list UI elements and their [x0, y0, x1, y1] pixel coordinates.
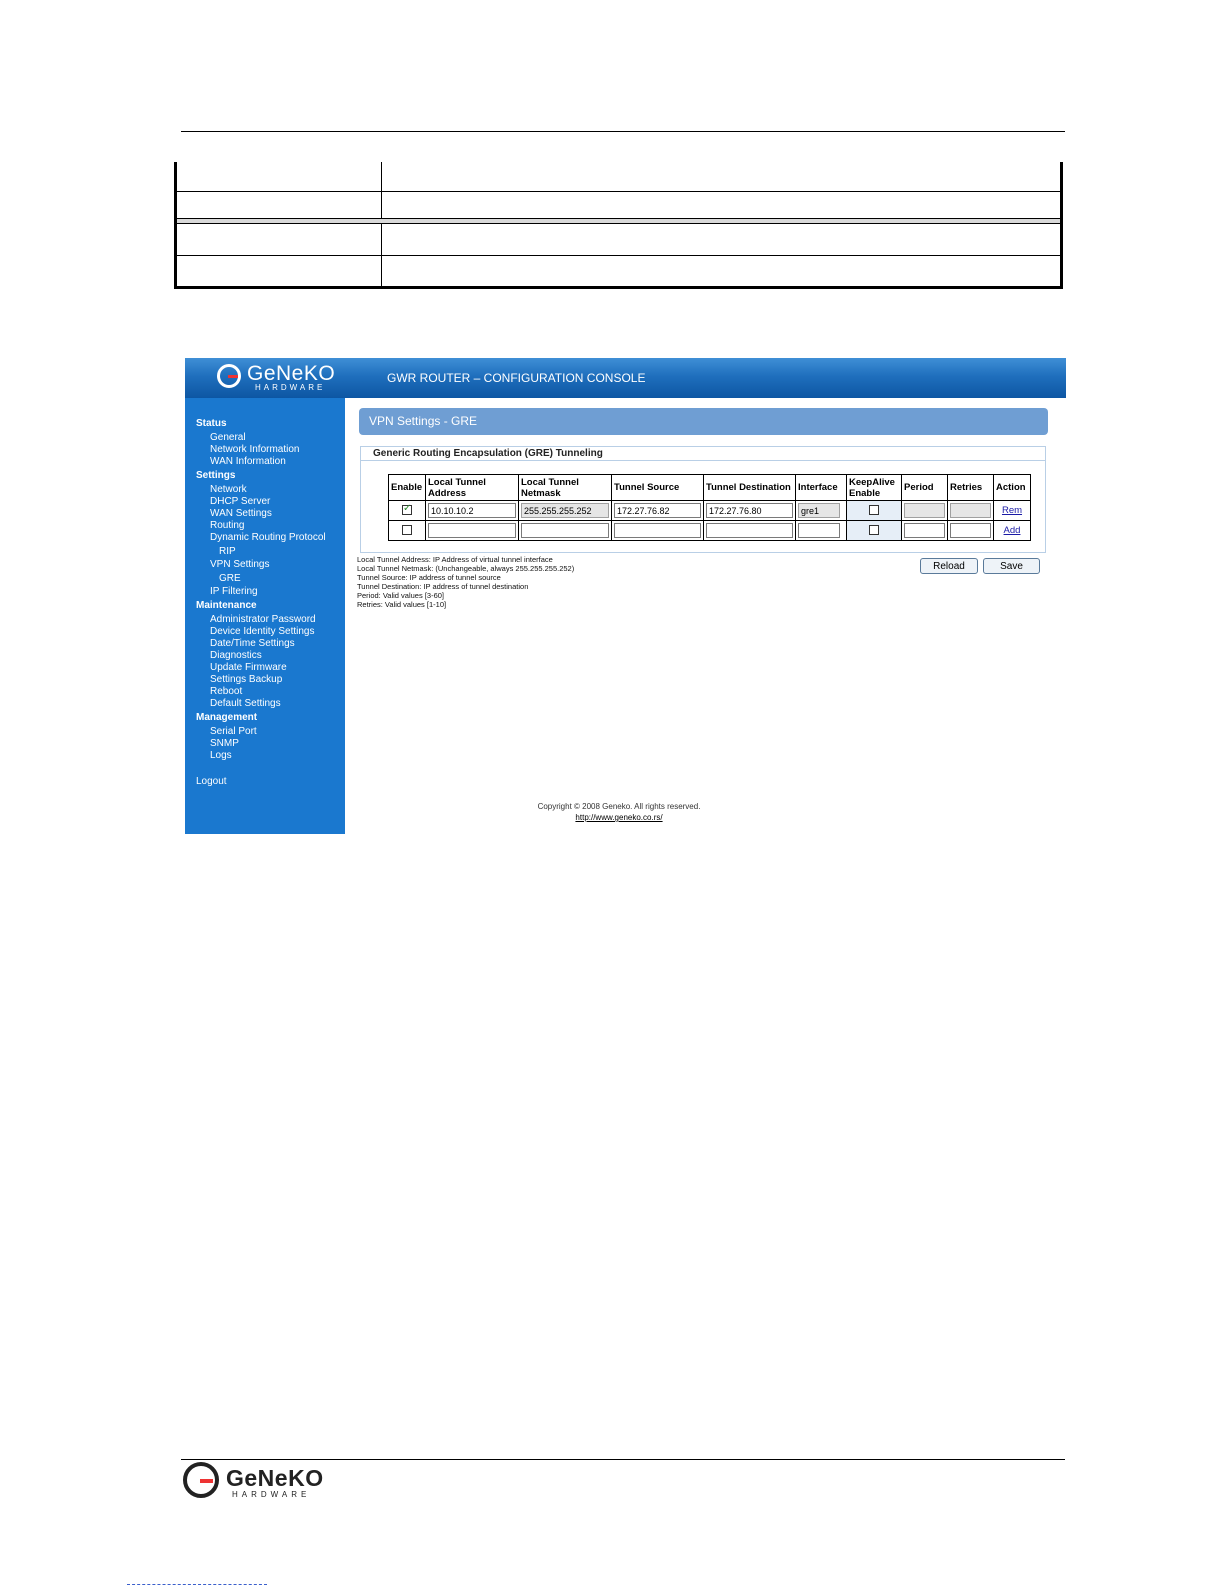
interface-field[interactable]	[798, 523, 840, 538]
local-netmask-input: 255.255.255.252	[521, 503, 609, 518]
geneko-logo-icon	[183, 1462, 219, 1498]
sidebar-item-routing[interactable]: Routing	[210, 520, 245, 531]
table-row	[389, 501, 1031, 521]
note-line: Retries: Valid values [1-10]	[357, 600, 447, 609]
local-address-input[interactable]	[428, 523, 516, 538]
gre-tunnel-table	[388, 474, 1031, 541]
note-line: Period: Valid values [3-60]	[357, 591, 444, 600]
sidebar-item-ip-filtering[interactable]: IP Filtering	[210, 586, 258, 597]
copyright	[449, 801, 789, 823]
interface-field: gre1	[798, 503, 840, 518]
add-link[interactable]: Add	[1003, 525, 1021, 536]
sidebar-item-admin-password[interactable]: Administrator Password	[210, 614, 316, 625]
retries-input[interactable]	[950, 503, 991, 518]
col-local-address: Local Tunnel Address	[426, 475, 519, 501]
logo-subtitle: HARDWARE	[255, 383, 326, 392]
footer-logo-text: GeNeKO	[226, 1465, 324, 1491]
sidebar-item-default-settings[interactable]: Default Settings	[210, 698, 281, 709]
col-tunnel-source: Tunnel Source	[612, 475, 704, 501]
keepalive-checkbox[interactable]	[869, 505, 879, 515]
sidebar-item-wan-settings[interactable]: WAN Settings	[210, 508, 272, 519]
console-header	[185, 358, 1066, 398]
note-line: Tunnel Destination: IP address of tunnel destination	[357, 582, 529, 591]
sidebar-item-reboot[interactable]: Reboot	[210, 686, 243, 697]
console-title: GWR ROUTER – CONFIGURATION CONSOLE	[387, 371, 646, 385]
retries-input[interactable]	[950, 523, 991, 538]
note-line: Tunnel Source: IP address of tunnel source	[357, 573, 501, 582]
footer-logo-subtitle: HARDWARE	[232, 1490, 311, 1499]
table-row	[177, 224, 1060, 256]
col-local-netmask: Local Tunnel Netmask	[519, 475, 612, 501]
sidebar-item-device-identity[interactable]: Device Identity Settings	[210, 626, 315, 637]
sidebar-item-logs[interactable]: Logs	[210, 750, 232, 761]
tunnel-destination-input[interactable]	[706, 523, 793, 538]
sidebar-item-snmp[interactable]: SNMP	[210, 738, 239, 749]
sidebar-section-status: Status	[196, 418, 227, 429]
note-line: Local Tunnel Address: IP Address of virtual tunnel interface	[357, 555, 553, 564]
table-row	[177, 162, 1060, 192]
header-rule	[181, 131, 1065, 132]
page-title: VPN Settings - GRE	[359, 408, 1048, 435]
table-header-row	[389, 475, 1031, 501]
sidebar-item-gre[interactable]: GRE	[219, 573, 241, 584]
website-link[interactable]: http://www.geneko.co.rs/	[575, 813, 663, 822]
document-table	[174, 162, 1063, 289]
sidebar-item-update-firmware[interactable]: Update Firmware	[210, 662, 287, 673]
help-notes	[357, 555, 574, 609]
tunnel-source-input[interactable]	[614, 523, 701, 538]
footer-rule	[181, 1459, 1065, 1460]
sidebar-item-dynamic-routing[interactable]: Dynamic Routing Protocol	[210, 532, 326, 543]
tunnel-destination-input[interactable]: 172.27.76.80	[706, 503, 793, 518]
save-button[interactable]: Save	[983, 558, 1040, 574]
keepalive-checkbox[interactable]	[869, 525, 879, 535]
remove-link[interactable]: Rem	[1001, 505, 1023, 516]
note-line: Local Tunnel Netmask: (Unchangeable, always 255.255.255.252)	[357, 564, 575, 573]
enable-checkbox[interactable]	[402, 525, 412, 535]
router-console-screenshot	[185, 358, 1066, 834]
sidebar-item-date-time[interactable]: Date/Time Settings	[210, 638, 295, 649]
sidebar-section-settings: Settings	[196, 470, 236, 481]
sidebar-item-rip[interactable]: RIP	[219, 546, 236, 557]
sidebar-item-network-information[interactable]: Network Information	[210, 444, 300, 455]
sidebar-item-logout[interactable]: Logout	[196, 776, 227, 787]
copyright-text: Copyright © 2008 Geneko. All rights reserved.	[537, 802, 701, 811]
fieldset-legend: Generic Routing Encapsulation (GRE) Tunneling	[373, 448, 603, 459]
col-action: Action	[994, 475, 1031, 501]
sidebar-item-dhcp-server[interactable]: DHCP Server	[210, 496, 271, 507]
table-row	[389, 521, 1031, 541]
sidebar-section-maintenance: Maintenance	[196, 600, 257, 611]
local-address-input[interactable]: 10.10.10.2	[428, 503, 516, 518]
col-tunnel-destination: Tunnel Destination	[704, 475, 796, 501]
sidebar-item-settings-backup[interactable]: Settings Backup	[210, 674, 283, 685]
col-interface: Interface	[796, 475, 847, 501]
col-enable: Enable	[389, 475, 426, 501]
sidebar-item-general[interactable]: General	[210, 432, 246, 443]
local-netmask-input[interactable]	[521, 523, 609, 538]
tunnel-source-input[interactable]: 172.27.76.82	[614, 503, 701, 518]
period-input[interactable]	[904, 523, 945, 538]
sidebar-item-vpn-settings[interactable]: VPN Settings	[210, 559, 270, 570]
table-row	[177, 191, 1060, 218]
enable-checkbox[interactable]	[402, 505, 412, 515]
col-retries: Retries	[948, 475, 994, 501]
col-period: Period	[902, 475, 948, 501]
sidebar-item-wan-information[interactable]: WAN Information	[210, 456, 286, 467]
period-input[interactable]	[904, 503, 945, 518]
geneko-logo-icon	[217, 364, 241, 388]
sidebar-item-diagnostics[interactable]: Diagnostics	[210, 650, 262, 661]
sidebar-item-network[interactable]: Network	[210, 484, 247, 495]
col-keepalive: KeepAlive Enable	[847, 475, 902, 501]
reload-button[interactable]: Reload	[920, 558, 978, 574]
logo-text: GeNeKO	[247, 362, 336, 385]
sidebar-item-serial-port[interactable]: Serial Port	[210, 726, 257, 737]
sidebar	[185, 398, 345, 834]
sidebar-section-management: Management	[196, 712, 258, 723]
